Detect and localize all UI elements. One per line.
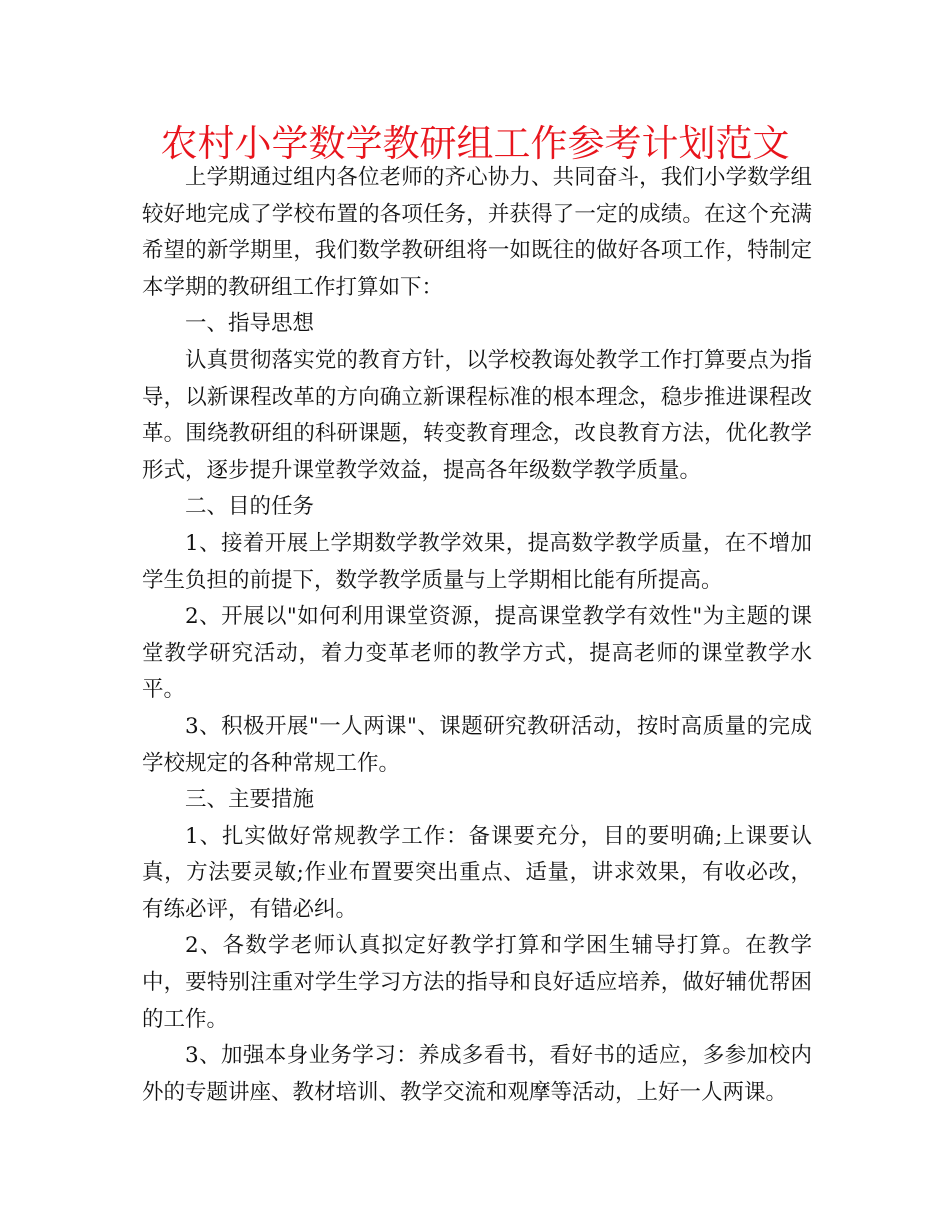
measure-item-2: 2、各数学老师认真拟定好教学打算和学困生辅导打算。在教学中，要特别注重对学生学习方法的指导和良好适应培养，做好辅优帮困的工作。 [142, 933, 812, 1032]
goal-item-1: 1、接着开展上学期数学教学效果，提高数学教学质量，在不增加学生负担的前提下，数学教学质量与上学期相比能有所提高。 [142, 530, 812, 593]
measure-item-1: 1、扎实做好常规教学工作：备课要充分，目的要明确;上课要认真，方法要灵敏;作业布置要突出重点、适量，讲求效果，有收必改，有练必评，有错必纠。 [142, 823, 812, 922]
section-heading-goals: 二、目的任务 [185, 494, 315, 520]
goal-item-2: 2、开展以"如何利用课堂资源，提高课堂教学有效性"为主题的课堂教学研究活动，着力变革老师的教学方式，提高老师的课堂教学水平。 [142, 604, 812, 703]
measure-item-3: 3、加强本身业务学习：养成多看书，看好书的适应，多参加校内外的专题讲座、教材培训、教学交流和观摩等活动，上好一人两课。 [142, 1043, 812, 1105]
section-heading-measures: 三、主要措施 [185, 787, 315, 813]
goal-item-3: 3、积极开展"一人两课"、课题研究教研活动，按时高质量的完成学校规定的各种常规工作。 [142, 713, 812, 776]
guiding-thought-paragraph: 认真贯彻落实党的教育方针，以学校教诲处教学工作打算要点为指导，以新课程改革的方向确立新课程标准的根本理念，稳步推进课程改革。围绕教研组的科研课题，转变教育理念，改良教育方法，优化教学形式，逐步提升课堂教学效益，提高各年级数学教学质量。 [142, 347, 812, 483]
intro-paragraph: 上学期通过组内各位老师的齐心协力、共同奋斗，我们小学数学组较好地完成了学校布置的各项任务，并获得了一定的成绩。在这个充满希望的新学期里，我们数学教研组将一如既往的做好各项工作，特制定本学期的教研组工作打算如下： [142, 165, 812, 300]
document-title: 农村小学数学教研组工作参考计划范文 [160, 122, 790, 165]
document-body [142, 160, 812, 1111]
section-heading-guiding-thought: 一、指导思想 [185, 311, 315, 337]
